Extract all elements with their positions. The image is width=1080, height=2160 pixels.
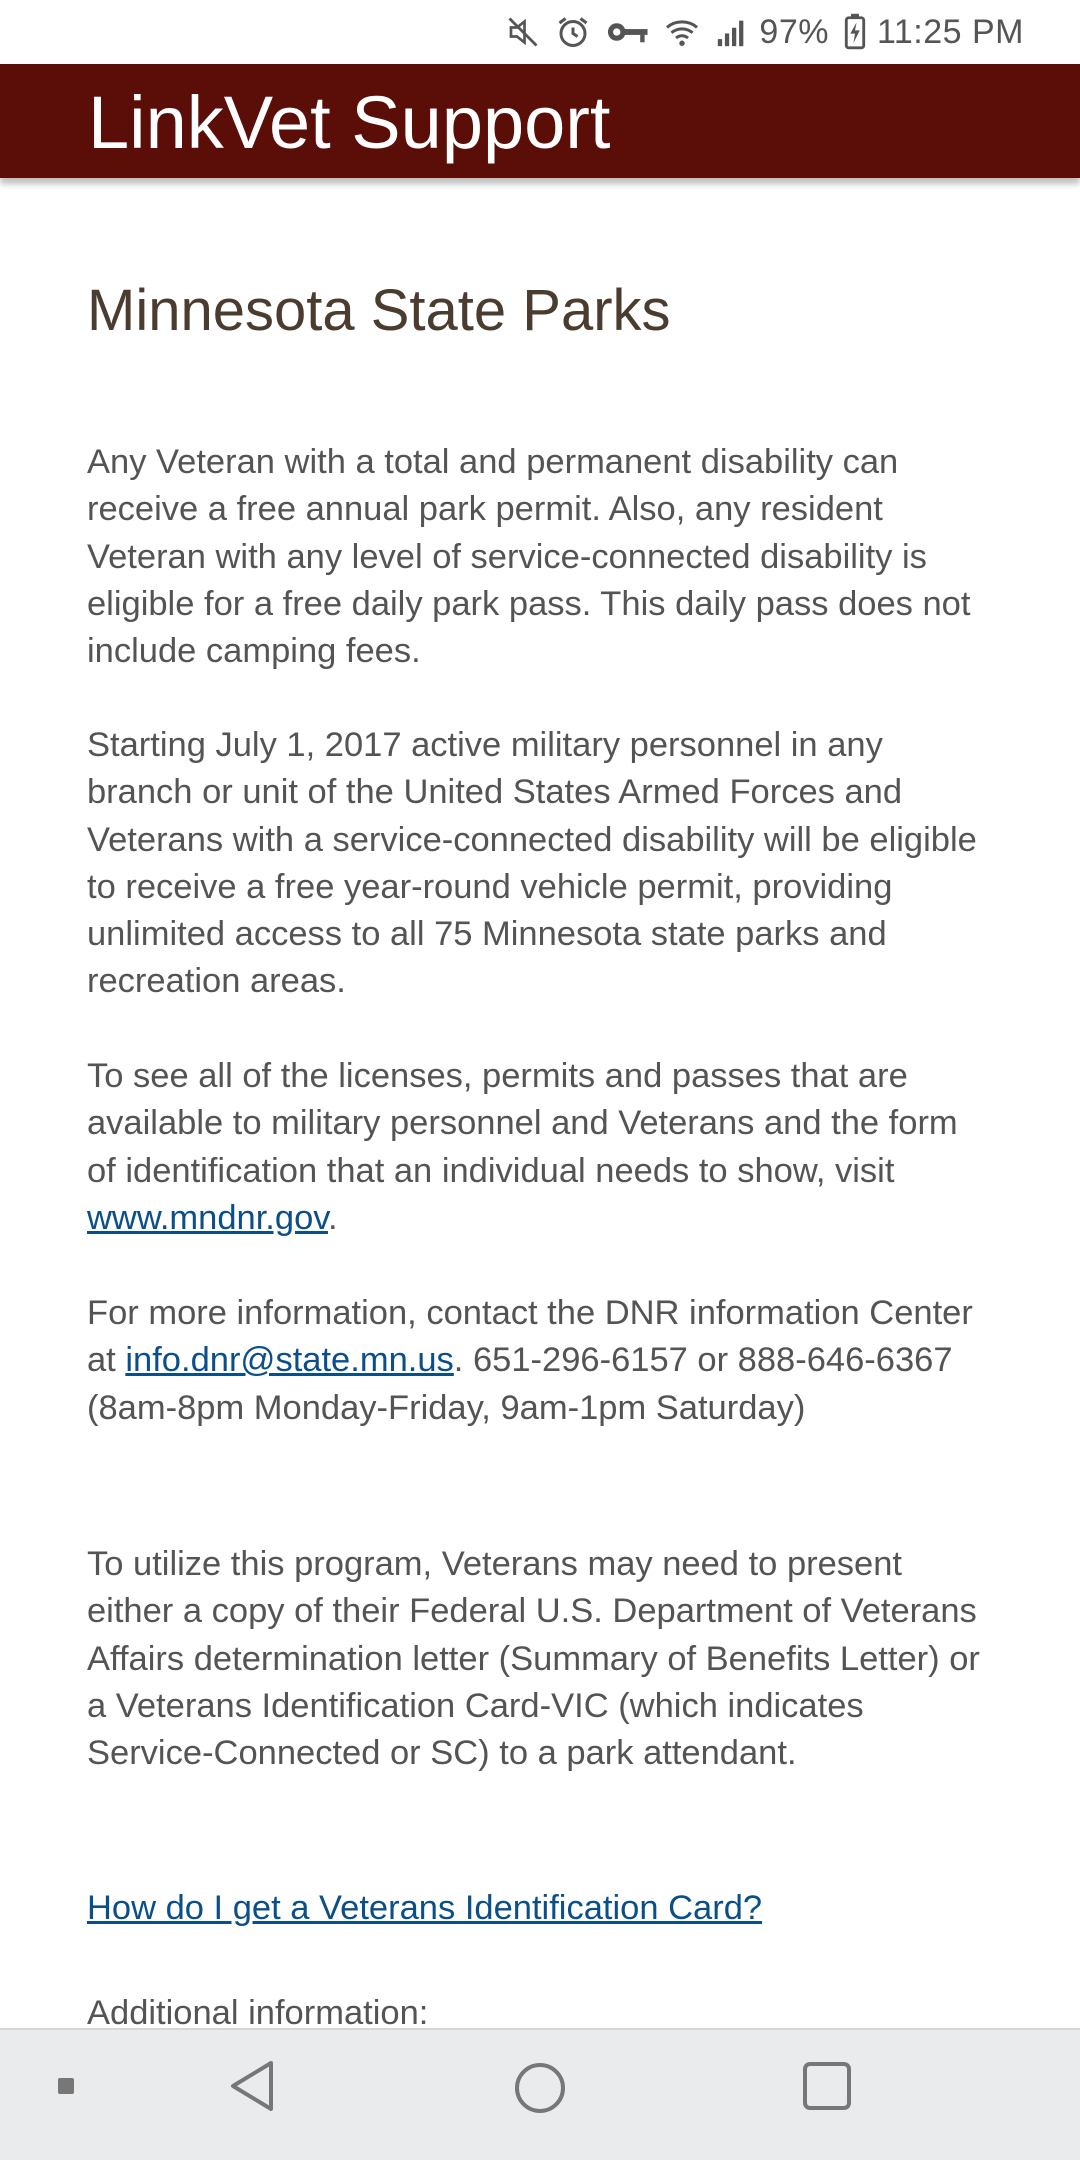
app-title: LinkVet Support [88, 81, 611, 164]
wifi-icon [663, 12, 701, 52]
clock: 11:25 PM [876, 12, 1024, 51]
dnr-email-link[interactable]: info.dnr@state.mn.us [125, 1341, 454, 1380]
back-icon[interactable] [222, 2056, 282, 2116]
paragraph-annual-permit: Any Veteran with a total and permanent disability can receive a free annual park permit. Also, any resident Veteran with any level of service-connected disability is eligible for a free daily park pass. This daily pass does not include camping fees. [87, 443, 971, 671]
veterans-id-card-link[interactable]: How do I get a Veterans Identification Card? [87, 1889, 763, 1927]
paragraph-licenses-end: . [327, 1198, 338, 1237]
signal-icon [715, 12, 749, 52]
battery-charging-icon [843, 12, 867, 52]
menu-dot-icon[interactable] [50, 2070, 82, 2102]
paragraph-vehicle-permit: Starting July 1, 2017 active military personnel in any branch or unit of the United States Armed Forces and Veterans with a service-connected disability will be eligible to receive a free year-round vehicle permit, providing unlimited access to all 75 Minnesota state parks and recreation areas. [87, 726, 977, 1001]
mndnr-website-link[interactable]: www.mndnr.gov [87, 1198, 328, 1237]
paragraph-contact-text: For more information, contact the DNR information Center at [87, 1294, 973, 1380]
paragraph-contact-phone: . 651-296-6157 or 888-646-6367 (8am-8pm Monday-Friday, 9am-1pm Saturday) [87, 1341, 953, 1427]
page-title: Minnesota State Parks [87, 278, 671, 343]
vpn-key-icon [605, 12, 649, 52]
app-header [0, 64, 1080, 178]
recents-icon[interactable] [797, 2056, 857, 2116]
home-icon[interactable] [508, 2056, 572, 2120]
paragraph-licenses-text: To see all of the licenses, permits and passes that are available to military personnel and Veterans and the form of identification that an individual needs to show, visit [87, 1057, 958, 1190]
main-content[interactable] [0, 178, 1080, 2028]
navigation-bar [0, 2028, 1080, 2160]
battery-percent: 97% [759, 12, 829, 51]
paragraph-contact [87, 1290, 987, 1432]
additional-information-label: Additional information: [87, 1994, 429, 2028]
mute-icon [505, 12, 541, 52]
status-bar [0, 0, 1080, 64]
paragraph-identification: To utilize this program, Veterans may need to present either a copy of their Federal U.S. Department of Veterans Affairs determination letter (Summary of Benefits Letter) or a Veterans Identification Card-VIC (which indicates Service-Connected or SC) to a park attendant. [87, 1545, 980, 1773]
alarm-icon [555, 12, 591, 52]
paragraph-licenses [87, 1053, 987, 1242]
